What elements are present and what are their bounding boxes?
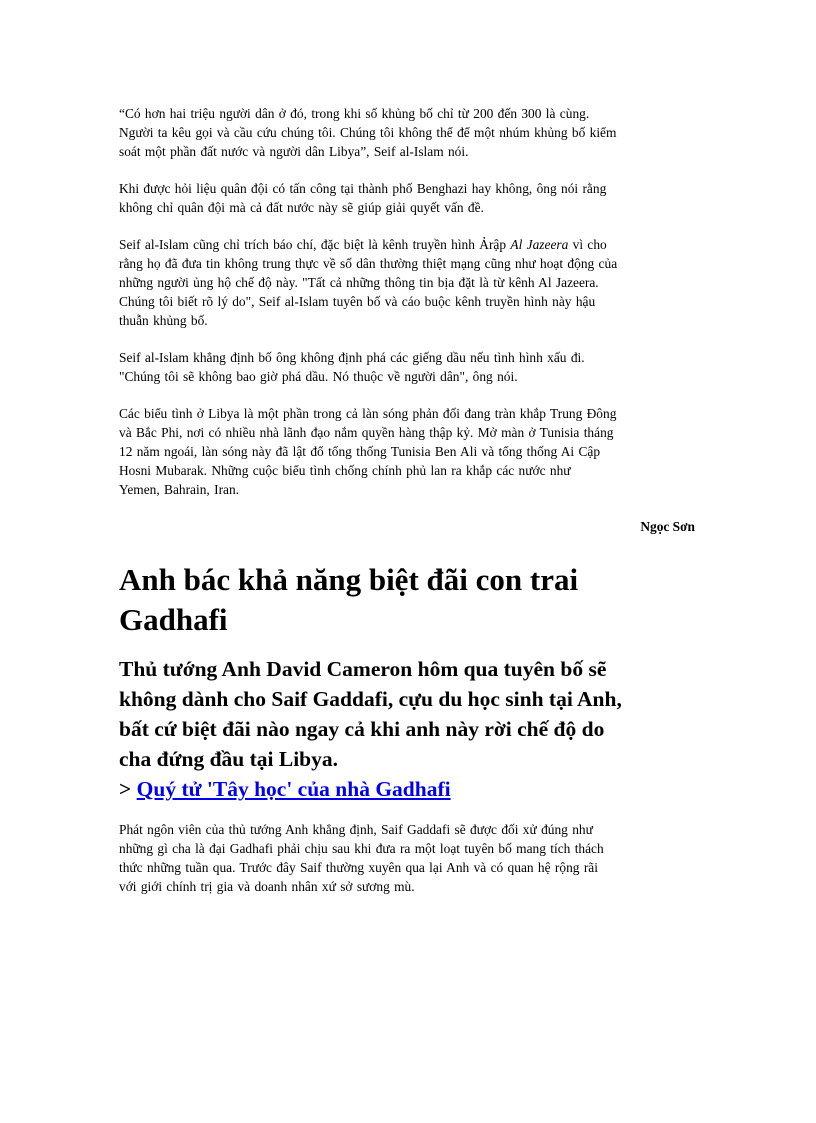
headline-line: Anh bác khả năng biệt đãi con trai: [119, 562, 579, 597]
author-byline: Ngọc Sơn: [640, 519, 695, 534]
text-line: "Chúng tôi sẽ không bao giờ phá dầu. Nó thuộc về người dân", ông nói.: [119, 369, 518, 384]
text-line: Khi được hỏi liệu quân đội có tấn công tại thành phố Benghazi hay không, ông nói rằng: [119, 181, 607, 196]
lead-line: cha đứng đầu tại Libya.: [119, 747, 339, 771]
text-line: Seif al-Islam khẳng định bố ông không định phá các giếng dầu nếu tình hình xấu đi.: [119, 350, 585, 365]
text-segment: vì cho: [568, 237, 607, 252]
related-article: [119, 774, 699, 804]
lead-line: Thủ tướng Anh David Cameron hôm qua tuyên bố sẽ: [119, 657, 607, 681]
article-lead: [119, 654, 699, 774]
paragraph-al-jazeera: [119, 235, 699, 330]
text-line: rằng họ đã đưa tin không trung thực về số dân thường thiệt mạng cũng như hoạt động của: [119, 256, 618, 271]
text-line: thức những tuần qua. Trước đây Saif thường xuyên qua lại Anh và có quan hệ rộng rãi: [119, 860, 598, 875]
text-line: soát một phần đất nước và người dân Libya”, Seif al-Islam nói.: [119, 144, 469, 159]
lead-line: không dành cho Saif Gaddafi, cựu du học sinh tại Anh,: [119, 687, 622, 711]
text-line: không chỉ quân đội mà cả đất nước này sẽ giúp giải quyết vấn đề.: [119, 200, 484, 215]
text-segment: Seif al-Islam cũng chỉ trích báo chí, đặc biệt là kênh truyền hình Ảrập: [119, 237, 511, 252]
related-prefix: >: [119, 777, 137, 801]
paragraph-oil-wells: [119, 348, 699, 386]
headline-line: Gadhafi: [119, 602, 228, 637]
text-line: và Bắc Phi, nơi có nhiều nhà lãnh đạo nắm quyền hàng thập kỷ. Mở màn ở Tunisia tháng: [119, 425, 614, 440]
related-article-link[interactable]: Quý tử 'Tây học' của nhà Gadhafi: [136, 777, 451, 801]
text-line: Hosni Mubarak. Những cuộc biểu tình chống chính phủ lan ra khắp các nước như: [119, 463, 571, 478]
text-line: thuẫn khủng bố.: [119, 313, 208, 328]
text-line: Phát ngôn viên của thủ tướng Anh khẳng định, Saif Gaddafi sẽ được đối xử đúng như: [119, 822, 593, 837]
text-line: Các biểu tình ở Libya là một phần trong cả làn sóng phản đối đang tràn khắp Trung Đông: [119, 406, 617, 421]
text-line: [119, 235, 699, 254]
lead-line: bất cứ biệt đãi nào ngay cả khi anh này rời chế độ do: [119, 717, 605, 741]
text-line: những gì cha là đại Gadhafi phải chịu sau khi đưa ra một loạt tuyên bố mang tích thách: [119, 841, 604, 856]
italic-channel-name: Al Jazeera: [510, 237, 569, 252]
text-line: 12 năm ngoái, làn sóng này đã lật đổ tổng thống Tunisia Ben Ali và tổng thống Ai Cập: [119, 444, 601, 459]
article-headline: [119, 560, 699, 640]
text-line: Chúng tôi biết rõ lý do", Seif al-Islam tuyên bố và cáo buộc kênh truyền hình này hậu: [119, 294, 596, 309]
text-line: Người ta kêu gọi và cầu cứu chúng tôi. Chúng tôi không thể để một nhúm khủng bố kiểm: [119, 125, 617, 140]
text-line: những người ủng hộ chế độ này. "Tất cả những thông tin bịa đặt là từ kênh Al Jazeera.: [119, 275, 599, 290]
text-line: “Có hơn hai triệu người dân ở đó, trong khi số khủng bố chỉ từ 200 đến 300 là cùng.: [119, 106, 590, 121]
paragraph-protests: [119, 404, 699, 499]
document-page: [119, 104, 699, 914]
text-line: Yemen, Bahrain, Iran.: [119, 482, 240, 497]
paragraph-spokesman: [119, 820, 699, 896]
paragraph-benghazi: [119, 179, 699, 217]
text-line: với giới chính trị gia và doanh nhân xứ sở sương mù.: [119, 879, 415, 894]
paragraph-quote: [119, 104, 699, 161]
